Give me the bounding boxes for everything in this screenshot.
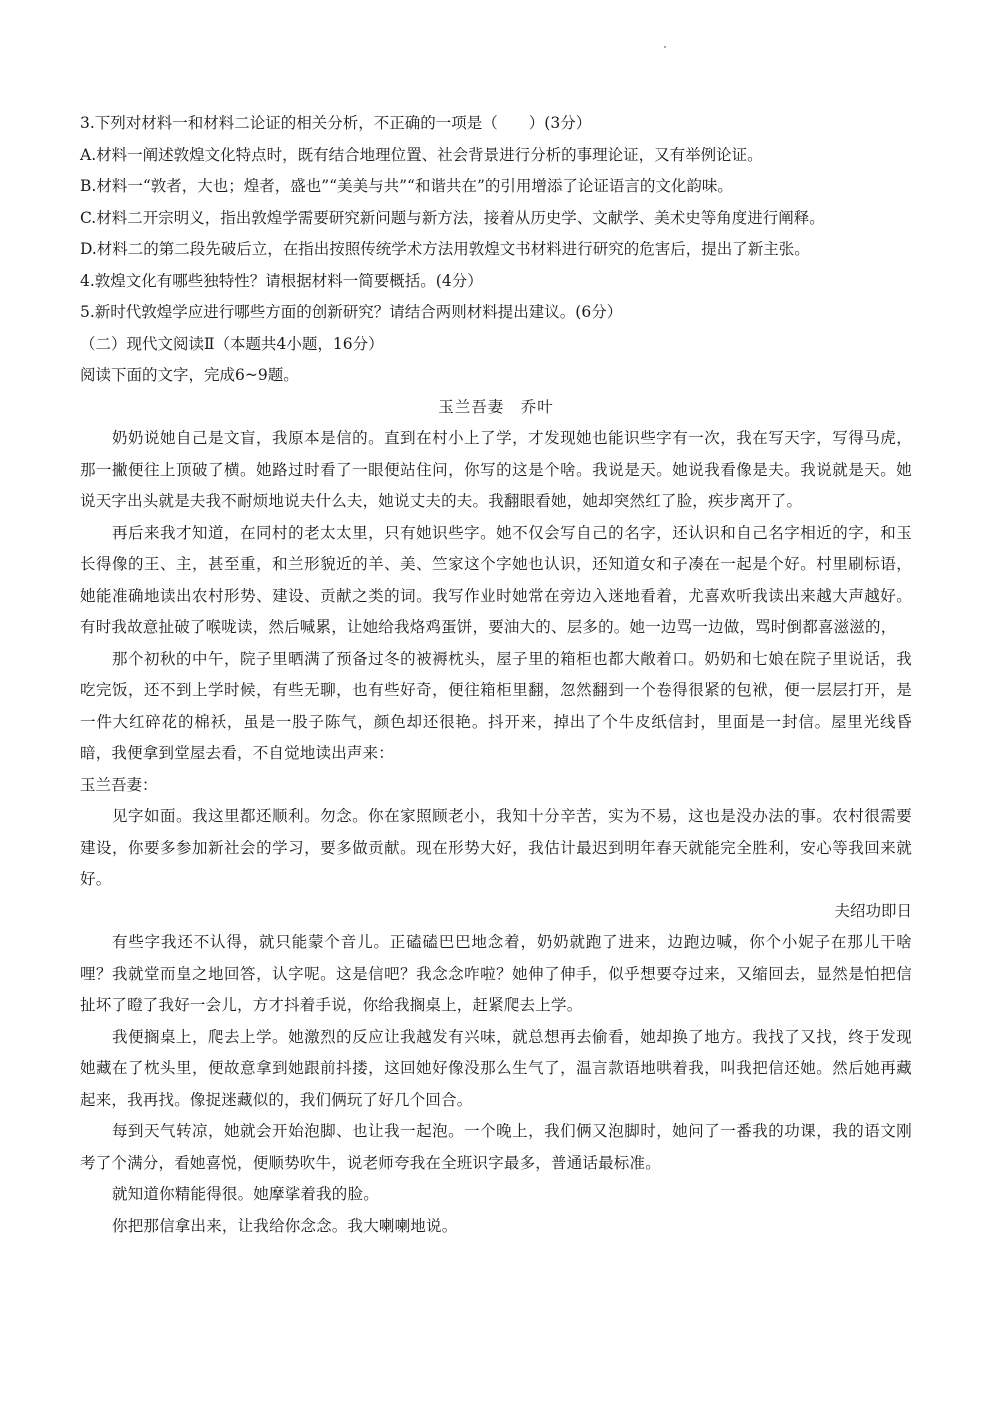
question-3-option-b: B.材料一“敦者，大也；煌者，盛也”“美美与共”“和谐共在”的引用增添了论证语言的文化韵味。 — [80, 177, 733, 195]
story-paragraph-2: 再后来我才知道，在同村的老太太里，只有她识些字。她不仅会写自己的名字，还认识和自己名字相近的字，和玉长得像的王、主，甚至重，和兰形貌近的羊、美、竺家这个字她也认识，还知道女和子凑在一起是个好。村里刷标语，她能准确地读出农村形势、建设、贡献之类的词。我写作业时她常在旁边入迷地看着，尤喜欢听我读出来越大声越好。有时我故意扯破了喉咙读，然后喊累，让她给我烙鸡蛋饼，要油大的、层多的。她一边骂一边做，骂时倒都喜滋滋的， — [80, 523, 912, 636]
story-paragraph-3: 那个初秋的中午，院子里晒满了预备过冬的被褥枕头，屋子里的箱柜也都大敞着口。奶奶和七娘在院子里说话，我吃完饭，还不到上学时候，有些无聊，也有些好奇，便往箱柜里翻，忽然翻到一个卷得很紧的包袱，便一层层打开，是一件大红碎花的棉袄，虽是一股子陈气，颜色却还很艳。抖开来，掉出了个牛皮纸信封，里面是一封信。屋里光线昏暗，我便拿到堂屋去看，不自觉地读出声来： — [80, 649, 912, 762]
scan-speck — [664, 46, 666, 48]
letter-body: 见字如面。我这里都还顺利。勿念。你在家照顾老小，我知十分辛苦，实为不易，这也是没办法的事。农村很需要建设，你要多参加新社会的学习，要多做贡献。现在形势大好，我估计最迟到明年春天就能完全胜利，安心等我回来就好。 — [80, 807, 912, 888]
question-4: 4.敦煌文化有哪些独特性？请根据材料一简要概括。(4分） — [80, 271, 483, 290]
story-paragraph-7: 每到天气转凉，她就会开始泡脚、也让我一起泡。一个晚上，我们俩又泡脚时，她问了一番我的功课，我的语文刚考了个满分，看她喜悦，便顺势吹牛，说老师夸我在全班识字最多，普通话最标准。 — [80, 1122, 912, 1172]
section-instruction: 阅读下面的文字，完成6~9题。 — [80, 366, 299, 384]
story-paragraph-5: 有些字我还不认得，就只能蒙个音儿。正磕磕巴巴地念着，奶奶就跑了进来，边跑边喊，你个小妮子在那儿干啥哩？我就堂而皇之地回答，认字呢。这是信吧？我念念咋啦？她伸了伸手，似乎想要夺过来，又缩回去，显然是怕把信扯坏了瞪了我好一会儿，方才抖着手说，你给我搁桌上，赶紧爬去上学。 — [80, 933, 912, 1014]
question-5: 5.新时代敦煌学应进行哪些方面的创新研究？请结合两则材料提出建议。(6分） — [80, 303, 623, 321]
letter-salutation: 玉兰吾妻： — [80, 775, 158, 794]
question-3: 3.下列对材料一和材料二论证的相关分析，不正确的一项是（ ）(3分） — [80, 114, 592, 132]
letter-signature: 夫绍功即日 — [834, 901, 912, 920]
story-paragraph-6: 我便搁桌上，爬去上学。她激烈的反应让我越发有兴味，就总想再去偷看，她却换了地方。我找了又找，终于发现她藏在了枕头里，便故意拿到她跟前抖搂，这回她好像没那么生气了，温言款语地哄着我，叫我把信还她。然后她再藏起来，我再找。像捉迷藏似的，我们俩玩了好几个回合。 — [80, 1027, 912, 1109]
story-paragraph-8: 就知道你精能得很。她摩挲着我的脸。 — [112, 1185, 379, 1203]
exam-page — [80, 108, 912, 1242]
story-paragraph-1: 奶奶说她自己是文盲，我原本是信的。直到在村小上了学，才发现她也能识些字有一次，我在写天字，写得马虎，那一撇便往上顶破了横。她路过时看了一眼便站住问，你写的这是个啥。我说是天。她说我看像是夫。我说就是天。她说天字出头就是夫我不耐烦地说夫什么夫，她说丈夫的夫。我翻眼看她，她却突然红了脸，疾步离开了。 — [80, 429, 912, 510]
story-title: 玉兰吾妻 乔叶 — [438, 397, 554, 416]
section-heading: （二）现代文阅读Ⅱ（本题共4小题，16分） — [80, 334, 384, 353]
question-3-option-a: A.材料一阐述敦煌文化特点时，既有结合地理位置、社会背景进行分析的事理论证，又有举例论证。 — [80, 145, 763, 164]
story-paragraph-9: 你把那信拿出来，让我给你念念。我大喇喇地说。 — [112, 1216, 458, 1235]
question-3-option-d: D.材料二的第二段先破后立，在指出按照传统学术方法用敦煌文书材料进行研究的危害后，提出了新主张。 — [80, 240, 810, 258]
question-3-option-c: C.材料二开宗明义，指出敦煌学需要研究新问题与新方法，接着从历史学、文献学、美术史等角度进行阐释。 — [80, 208, 825, 227]
